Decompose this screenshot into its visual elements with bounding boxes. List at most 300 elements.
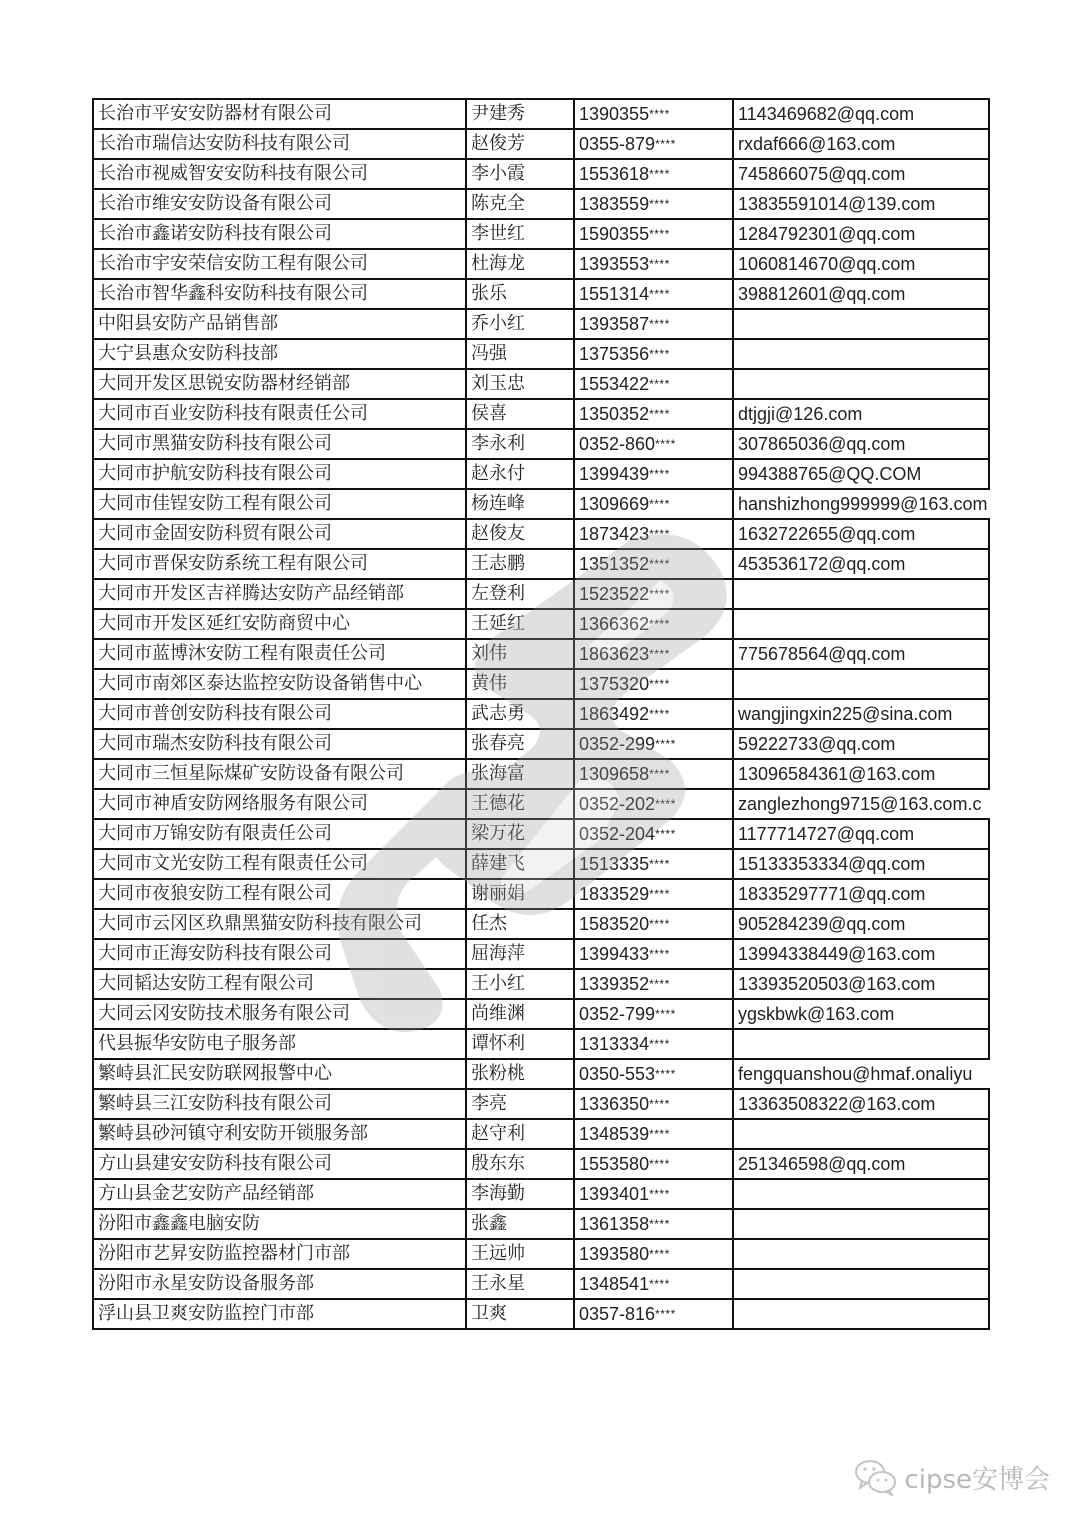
contacts-table — [92, 98, 990, 1330]
phone-number: 1309658 — [579, 764, 650, 784]
phone-number: 1399439 — [579, 464, 650, 484]
company-cell — [93, 1119, 466, 1149]
contact-cell — [466, 579, 574, 609]
phone-number: 0352-799 — [579, 1004, 656, 1024]
company-name: 大同市晋保安防系统工程有限公司 — [98, 553, 368, 574]
phone-cell — [574, 969, 733, 999]
email-address: 251346598@qq.com — [738, 1154, 906, 1174]
phone-cell — [574, 789, 733, 819]
company-name: 长治市维安安防设备有限公司 — [98, 193, 332, 214]
contact-name: 杨连峰 — [471, 493, 525, 514]
company-name: 大同市普创安防科技有限公司 — [98, 703, 332, 724]
phone-mask: **** — [649, 407, 670, 421]
company-cell — [93, 1239, 466, 1269]
company-cell — [93, 1299, 466, 1329]
email-address: 307865036@qq.com — [738, 434, 906, 454]
phone-number: 0350-553 — [579, 1064, 656, 1084]
contact-cell — [466, 279, 574, 309]
company-name: 长治市宇安荣信安防工程有限公司 — [98, 253, 368, 274]
table-row — [93, 189, 989, 219]
company-name: 大同市佳锃安防工程有限公司 — [98, 493, 332, 514]
table-row — [93, 999, 989, 1029]
table-row — [93, 429, 989, 459]
phone-cell — [574, 819, 733, 849]
phone-number: 1351352 — [579, 554, 650, 574]
phone-cell — [574, 159, 733, 189]
contact-name: 王延红 — [471, 613, 525, 634]
phone-number: 1863492 — [579, 704, 650, 724]
company-cell — [93, 189, 466, 219]
phone-cell — [574, 669, 733, 699]
contact-name: 张粉桃 — [471, 1063, 525, 1084]
phone-number: 1583520 — [579, 914, 650, 934]
phone-number: 0357-816 — [579, 1304, 656, 1324]
phone-mask: **** — [649, 617, 670, 631]
contact-cell — [466, 1029, 574, 1059]
phone-mask: **** — [655, 437, 676, 451]
email-cell — [733, 699, 989, 729]
phone-number: 1393580 — [579, 1244, 650, 1264]
company-cell — [93, 849, 466, 879]
table-row — [93, 969, 989, 999]
phone-mask: **** — [649, 767, 670, 781]
email-cell — [733, 159, 989, 189]
phone-mask: **** — [649, 1277, 670, 1291]
table-row — [93, 939, 989, 969]
email-cell — [733, 819, 989, 849]
contact-name: 屈海萍 — [471, 943, 525, 964]
email-cell — [733, 789, 989, 819]
phone-number: 1393587 — [579, 314, 650, 334]
phone-number: 1339352 — [579, 974, 650, 994]
email-cell — [733, 879, 989, 909]
phone-mask: **** — [649, 1127, 670, 1141]
email-cell — [733, 279, 989, 309]
contact-cell — [466, 1209, 574, 1239]
table-row — [93, 159, 989, 189]
contact-name: 谭怀利 — [471, 1033, 525, 1054]
contact-cell — [466, 189, 574, 219]
phone-mask: **** — [655, 1067, 676, 1081]
phone-cell — [574, 1149, 733, 1179]
company-cell — [93, 429, 466, 459]
email-cell — [733, 1029, 989, 1059]
email-address: 13096584361@163.com — [738, 764, 936, 784]
phone-number: 1348539 — [579, 1124, 650, 1144]
phone-cell — [574, 489, 733, 519]
phone-number: 1513335 — [579, 854, 650, 874]
company-cell — [93, 1179, 466, 1209]
phone-cell — [574, 279, 733, 309]
phone-mask: **** — [649, 107, 670, 121]
email-cell — [733, 1239, 989, 1269]
phone-number: 1553618 — [579, 164, 650, 184]
contact-cell — [466, 939, 574, 969]
contact-cell — [466, 609, 574, 639]
company-name: 大同市万锦安防有限责任公司 — [98, 823, 332, 844]
table-row — [93, 369, 989, 399]
email-cell — [733, 1299, 989, 1329]
company-name: 长治市智华鑫科安防科技有限公司 — [98, 283, 368, 304]
email-cell — [733, 99, 989, 129]
phone-cell — [574, 429, 733, 459]
contact-cell — [466, 459, 574, 489]
contact-name: 王永星 — [471, 1273, 525, 1294]
company-cell — [93, 1029, 466, 1059]
company-name: 方山县建安安防科技有限公司 — [98, 1153, 332, 1174]
email-address: zanglezhong9715@163.com.c — [738, 794, 982, 814]
phone-number: 1375356 — [579, 344, 650, 364]
phone-cell — [574, 1269, 733, 1299]
company-cell — [93, 399, 466, 429]
table-row — [93, 1119, 989, 1149]
email-cell — [733, 759, 989, 789]
contact-name: 张海富 — [471, 763, 525, 784]
email-cell — [733, 519, 989, 549]
company-name: 大同市云冈区玖鼎黑猫安防科技有限公司 — [98, 913, 422, 934]
phone-mask: **** — [649, 527, 670, 541]
phone-mask: **** — [649, 557, 670, 571]
contact-cell — [466, 729, 574, 759]
table-row — [93, 219, 989, 249]
email-address: rxdaf666@163.com — [738, 134, 896, 154]
table-row — [93, 99, 989, 129]
company-name: 中阳县安防产品销售部 — [98, 313, 278, 334]
company-name: 大同市瑞杰安防科技有限公司 — [98, 733, 332, 754]
phone-mask: **** — [655, 797, 676, 811]
table-row — [93, 549, 989, 579]
email-cell — [733, 909, 989, 939]
email-cell — [733, 459, 989, 489]
contact-cell — [466, 99, 574, 129]
phone-mask: **** — [649, 977, 670, 991]
phone-number: 0352-202 — [579, 794, 656, 814]
contact-name: 张乐 — [471, 283, 507, 304]
phone-cell — [574, 639, 733, 669]
email-cell — [733, 1089, 989, 1119]
email-address: 15133353334@qq.com — [738, 854, 926, 874]
phone-number: 1313334 — [579, 1034, 650, 1054]
contact-cell — [466, 429, 574, 459]
phone-number: 1348541 — [579, 1274, 650, 1294]
phone-mask: **** — [649, 1157, 670, 1171]
table-row — [93, 699, 989, 729]
phone-cell — [574, 369, 733, 399]
email-cell — [733, 309, 989, 339]
company-name: 大同韬达安防工程有限公司 — [98, 973, 314, 994]
phone-number: 1399433 — [579, 944, 650, 964]
contact-cell — [466, 399, 574, 429]
phone-number: 1393553 — [579, 254, 650, 274]
phone-mask: **** — [649, 317, 670, 331]
phone-cell — [574, 549, 733, 579]
email-cell — [733, 429, 989, 459]
phone-number: 1863623 — [579, 644, 650, 664]
contact-name: 赵永付 — [471, 463, 525, 484]
contact-name: 王德花 — [471, 793, 525, 814]
email-cell — [733, 579, 989, 609]
company-name: 长治市平安安防器材有限公司 — [98, 103, 332, 124]
phone-cell — [574, 699, 733, 729]
contact-cell — [466, 519, 574, 549]
company-cell — [93, 639, 466, 669]
contact-name: 张春亮 — [471, 733, 525, 754]
email-address: 398812601@qq.com — [738, 284, 906, 304]
company-cell — [93, 519, 466, 549]
email-address: 1060814670@qq.com — [738, 254, 916, 274]
phone-cell — [574, 759, 733, 789]
company-name: 大同云冈安防技术服务有限公司 — [98, 1003, 350, 1024]
email-address: hanshizhong999999@163.com — [738, 494, 988, 514]
table-row — [93, 339, 989, 369]
contact-name: 刘伟 — [471, 643, 507, 664]
company-cell — [93, 969, 466, 999]
phone-number: 1833529 — [579, 884, 650, 904]
company-name: 大同市文光安防工程有限责任公司 — [98, 853, 368, 874]
contact-cell — [466, 1089, 574, 1119]
company-cell — [93, 939, 466, 969]
company-cell — [93, 129, 466, 159]
email-cell — [733, 369, 989, 399]
table-row — [93, 399, 989, 429]
company-name: 汾阳市永星安防设备服务部 — [98, 1273, 314, 1294]
company-name: 大同市开发区延红安防商贸中心 — [98, 613, 350, 634]
company-cell — [93, 1209, 466, 1239]
contact-cell — [466, 309, 574, 339]
table-row — [93, 1269, 989, 1299]
email-address: ygskbwk@163.com — [738, 1004, 895, 1024]
phone-mask: **** — [655, 737, 676, 751]
contact-name: 李海勤 — [471, 1183, 525, 1204]
company-name: 大同开发区思锐安防器材经销部 — [98, 373, 350, 394]
email-cell — [733, 189, 989, 219]
contact-name: 黄伟 — [471, 673, 507, 694]
contact-cell — [466, 669, 574, 699]
contact-name: 李永利 — [471, 433, 525, 454]
contact-cell — [466, 849, 574, 879]
company-name: 大宁县惠众安防科技部 — [98, 343, 278, 364]
phone-cell — [574, 1209, 733, 1239]
company-cell — [93, 759, 466, 789]
contact-name: 殷东东 — [471, 1153, 525, 1174]
company-cell — [93, 789, 466, 819]
phone-mask: **** — [649, 707, 670, 721]
email-address: 18335297771@qq.com — [738, 884, 926, 904]
contact-name: 王远帅 — [471, 1243, 525, 1264]
company-cell — [93, 1089, 466, 1119]
phone-cell — [574, 879, 733, 909]
contact-cell — [466, 369, 574, 399]
company-cell — [93, 159, 466, 189]
phone-cell — [574, 219, 733, 249]
phone-mask: **** — [649, 1037, 670, 1051]
contact-name: 卫爽 — [471, 1303, 507, 1324]
phone-cell — [574, 309, 733, 339]
phone-cell — [574, 399, 733, 429]
company-cell — [93, 279, 466, 309]
phone-mask: **** — [649, 917, 670, 931]
contact-cell — [466, 759, 574, 789]
contact-name: 谢丽娟 — [471, 883, 525, 904]
table-row — [93, 789, 989, 819]
contact-name: 王小红 — [471, 973, 525, 994]
contact-name: 王志鹏 — [471, 553, 525, 574]
contact-name: 尚维渊 — [471, 1003, 525, 1024]
contact-cell — [466, 549, 574, 579]
contact-cell — [466, 639, 574, 669]
phone-mask: **** — [655, 137, 676, 151]
company-cell — [93, 489, 466, 519]
table-row — [93, 639, 989, 669]
email-address: 13393520503@163.com — [738, 974, 936, 994]
email-cell — [733, 489, 989, 519]
phone-number: 1873423 — [579, 524, 650, 544]
contact-name: 侯喜 — [471, 403, 507, 424]
email-address: 13994338449@163.com — [738, 944, 936, 964]
phone-mask: **** — [649, 467, 670, 481]
table-row — [93, 849, 989, 879]
phone-cell — [574, 1239, 733, 1269]
contact-name: 刘玉忠 — [471, 373, 525, 394]
phone-mask: **** — [649, 1247, 670, 1261]
phone-mask: **** — [649, 347, 670, 361]
phone-number: 0355-879 — [579, 134, 656, 154]
table-row — [93, 279, 989, 309]
phone-cell — [574, 459, 733, 489]
company-cell — [93, 249, 466, 279]
contact-name: 李世红 — [471, 223, 525, 244]
contact-name: 杜海龙 — [471, 253, 525, 274]
table-row — [93, 129, 989, 159]
email-cell — [733, 1179, 989, 1209]
company-name: 繁峙县砂河镇守利安防开锁服务部 — [98, 1123, 368, 1144]
phone-number: 1383559 — [579, 194, 650, 214]
table-row — [93, 879, 989, 909]
email-address: 59222733@qq.com — [738, 734, 896, 754]
email-address: 994388765@QQ.COM — [738, 464, 922, 484]
phone-number: 1551314 — [579, 284, 650, 304]
email-address: 1143469682@qq.com — [738, 104, 915, 124]
table-row — [93, 669, 989, 699]
wechat-icon — [854, 1458, 898, 1496]
company-cell — [93, 579, 466, 609]
table-row — [93, 309, 989, 339]
contact-name: 赵守利 — [471, 1123, 525, 1144]
phone-mask: **** — [649, 497, 670, 511]
company-name: 大同市夜狼安防工程有限公司 — [98, 883, 332, 904]
contact-name: 左登利 — [471, 583, 525, 604]
table-row — [93, 249, 989, 279]
phone-number: 1393401 — [579, 1184, 650, 1204]
phone-number: 0352-860 — [579, 434, 656, 454]
phone-cell — [574, 609, 733, 639]
phone-mask: **** — [649, 587, 670, 601]
company-name: 大同市金固安防科贸有限公司 — [98, 523, 332, 544]
table-row — [93, 459, 989, 489]
phone-number: 1336350 — [579, 1094, 650, 1114]
company-name: 浮山县卫爽安防监控门市部 — [98, 1303, 314, 1324]
company-cell — [93, 1149, 466, 1179]
company-name: 大同市护航安防科技有限公司 — [98, 463, 332, 484]
phone-number: 1523522 — [579, 584, 650, 604]
phone-mask: **** — [649, 1097, 670, 1111]
email-cell — [733, 669, 989, 699]
phone-mask: **** — [649, 887, 670, 901]
phone-cell — [574, 1059, 733, 1089]
company-cell — [93, 669, 466, 699]
table-row — [93, 1179, 989, 1209]
company-name: 大同市正海安防科技有限公司 — [98, 943, 332, 964]
email-cell — [733, 219, 989, 249]
phone-mask: **** — [649, 857, 670, 871]
phone-mask: **** — [655, 1307, 676, 1321]
company-name: 方山县金艺安防产品经销部 — [98, 1183, 314, 1204]
phone-cell — [574, 909, 733, 939]
table-row — [93, 729, 989, 759]
email-cell — [733, 1119, 989, 1149]
table-row — [93, 1299, 989, 1329]
phone-mask: **** — [649, 197, 670, 211]
phone-number: 0352-204 — [579, 824, 656, 844]
phone-cell — [574, 99, 733, 129]
company-name: 长治市视威智安安防科技有限公司 — [98, 163, 368, 184]
email-cell — [733, 1209, 989, 1239]
email-cell — [733, 1059, 989, 1089]
contact-cell — [466, 699, 574, 729]
email-cell — [733, 999, 989, 1029]
phone-cell — [574, 1089, 733, 1119]
footer-brand-text: cipse安博会 — [904, 1464, 1050, 1495]
contact-cell — [466, 999, 574, 1029]
contact-cell — [466, 789, 574, 819]
company-cell — [93, 909, 466, 939]
company-cell — [93, 459, 466, 489]
phone-cell — [574, 729, 733, 759]
email-cell — [733, 1149, 989, 1179]
footer-brand — [854, 1458, 1050, 1496]
company-cell — [93, 729, 466, 759]
table-row — [93, 1029, 989, 1059]
phone-cell — [574, 1119, 733, 1149]
email-cell — [733, 249, 989, 279]
email-cell — [733, 549, 989, 579]
phone-number: 1350352 — [579, 404, 650, 424]
contact-name: 冯强 — [471, 343, 507, 364]
email-address: 1632722655@qq.com — [738, 524, 916, 544]
company-name: 繁峙县三江安防科技有限公司 — [98, 1093, 332, 1114]
phone-mask: **** — [649, 1217, 670, 1231]
email-address: 1177714727@qq.com — [738, 824, 915, 844]
table-row — [93, 1239, 989, 1269]
phone-mask: **** — [649, 647, 670, 661]
email-cell — [733, 969, 989, 999]
company-name: 大同市神盾安防网络服务有限公司 — [98, 793, 368, 814]
contact-cell — [466, 219, 574, 249]
contact-cell — [466, 129, 574, 159]
contact-name: 赵俊芳 — [471, 133, 525, 154]
company-cell — [93, 819, 466, 849]
phone-number: 0352-299 — [579, 734, 656, 754]
company-cell — [93, 1269, 466, 1299]
contact-cell — [466, 1149, 574, 1179]
phone-mask: **** — [649, 227, 670, 241]
contact-cell — [466, 1059, 574, 1089]
company-name: 大同市三恒星际煤矿安防设备有限公司 — [98, 763, 404, 784]
contact-cell — [466, 879, 574, 909]
email-address: 775678564@qq.com — [738, 644, 906, 664]
phone-mask: **** — [649, 377, 670, 391]
company-name: 汾阳市艺昇安防监控器材门市部 — [98, 1243, 350, 1264]
